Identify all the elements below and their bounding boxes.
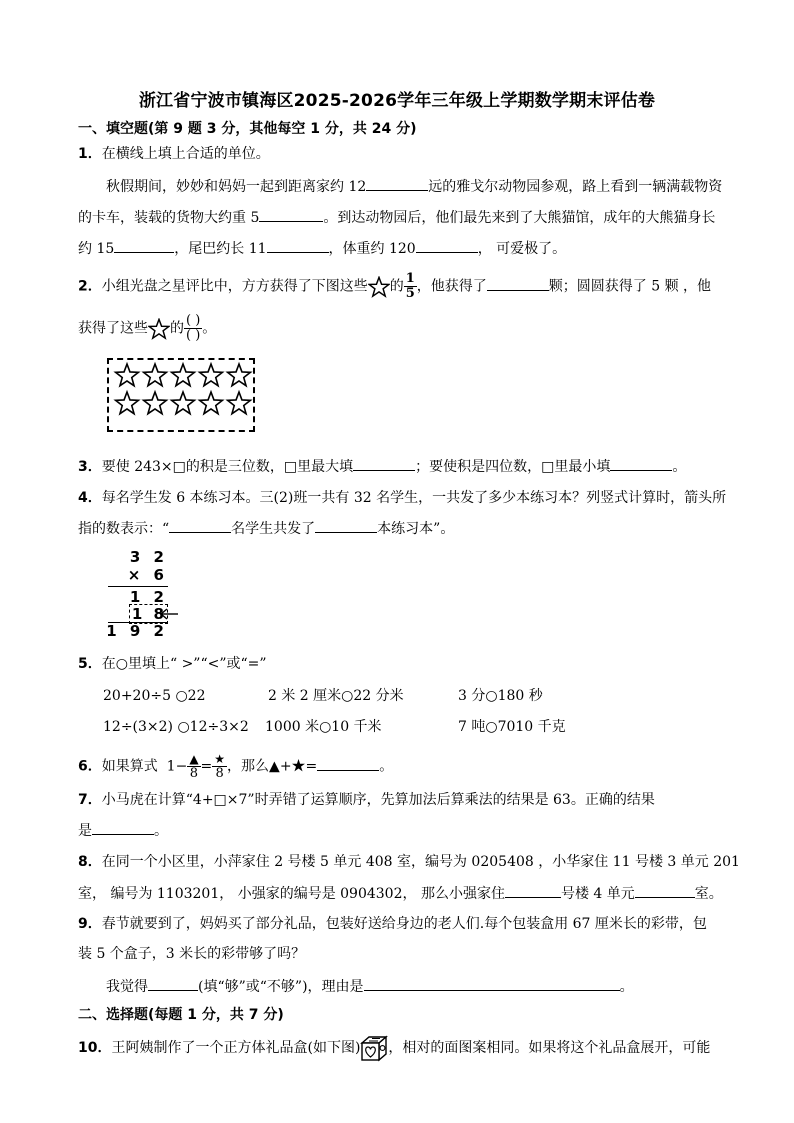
question-number: 9． xyxy=(78,916,102,932)
question-number: 8． xyxy=(78,854,102,870)
expr-operator: = xyxy=(200,758,213,775)
expr-term: 1 xyxy=(166,758,176,775)
question-number: 5． xyxy=(78,656,102,672)
text: 。 xyxy=(154,823,168,839)
arrow-left-icon xyxy=(158,608,178,620)
calc-row-multiplier: × 6 xyxy=(127,566,168,584)
fraction-numerator: ▲ xyxy=(189,752,199,766)
star-icon xyxy=(144,364,167,386)
answer-blank[interactable] xyxy=(315,518,377,533)
question-number: 4． xyxy=(78,490,102,506)
question-1-stem xyxy=(78,144,270,164)
answer-blank[interactable] xyxy=(317,756,379,771)
text: 。 xyxy=(619,979,634,995)
fraction-numerator: ★ xyxy=(214,752,226,766)
compare-item: 1000 米○10 千米 xyxy=(265,719,382,735)
compare-item: 3 分○180 秒 xyxy=(458,688,543,704)
star-icon xyxy=(228,392,251,414)
question-number: 2． xyxy=(78,278,102,295)
text: 的 xyxy=(170,320,184,337)
text: 要使 243×□的积是三位数，□里最大填 xyxy=(101,459,354,475)
text: 指的数表示：“ xyxy=(78,521,170,537)
question-2-line-1 xyxy=(78,272,711,301)
question-1-line-1 xyxy=(106,176,722,197)
answer-blank[interactable] xyxy=(114,238,174,253)
star-icon xyxy=(172,364,195,386)
text: 在同一个小区里，小萍家住 2 号楼 5 单元 408 室，编号为 0205408 ，小华家住 11 号楼 3 单元 201 xyxy=(101,854,740,870)
question-number: 7． xyxy=(78,792,102,808)
answer-blank-reason[interactable] xyxy=(364,976,620,991)
text: 约 15 xyxy=(78,241,115,257)
text: 本练习本”。 xyxy=(377,521,455,537)
text: 。 xyxy=(202,320,217,337)
text: 远的雅戈尔动物园参观，路上看到一辆满载物资 xyxy=(428,179,723,195)
compare-item: 12÷(3×2) ○12÷3×2 xyxy=(103,719,249,735)
answer-blank[interactable] xyxy=(505,883,561,898)
compare-item: 7 吨○7010 千克 xyxy=(458,719,566,735)
text: 如果算式 xyxy=(101,758,158,775)
text: 小马虎在计算“4+□×7”时弄错了运算顺序，先算加法后算乘法的结果是 63。正确的结果 xyxy=(101,792,655,808)
text: ；要使积是四位数，□里最小填 xyxy=(415,459,611,475)
text: 获得了这些 xyxy=(78,320,148,337)
text: 室。 xyxy=(694,886,723,902)
answer-blank[interactable] xyxy=(416,238,478,253)
calc-row-result: 1 9 2 xyxy=(106,622,168,640)
text: 装 5 个盒子，3 米长的彩带够了吗？ xyxy=(78,946,306,962)
answer-blank[interactable] xyxy=(366,176,428,191)
text: ，尾巴约长 11 xyxy=(174,241,267,257)
question-number: 3． xyxy=(78,459,102,475)
answer-blank[interactable] xyxy=(635,883,695,898)
question-number: 10． xyxy=(78,1040,112,1056)
question-8-line-1 xyxy=(78,852,740,872)
answer-blank[interactable] xyxy=(267,238,329,253)
text: 名学生共发了 xyxy=(231,521,316,537)
exam-title: 浙江省宁波市镇海区2025-2026学年三年级上学期数学期末评估卷 xyxy=(138,91,656,111)
answer-blank[interactable] xyxy=(259,207,323,222)
question-3 xyxy=(78,456,686,477)
text: 。到达动物园后，他们最先来到了大熊猫馆，成年的大熊猫身长 xyxy=(323,210,716,226)
fraction-triangle-over-8 xyxy=(187,752,200,781)
question-7-line-1 xyxy=(78,790,655,810)
question-8-line-2 xyxy=(78,883,723,904)
text: 颗；圆圆获得了 5 颗 ，他 xyxy=(548,278,712,295)
answer-blank[interactable] xyxy=(169,518,231,533)
star-icon xyxy=(172,392,195,414)
compare-item: 20+20÷5 ○22 xyxy=(103,688,206,704)
question-text: 在横线上填上合适的单位。 xyxy=(101,146,270,162)
text: 室， 编号为 1103201， 小强家的编号是 0904302， 那么小强家住 xyxy=(78,886,505,902)
text: 每名学生发 6 本练习本。三(2)班一共有 32 名学生，一共发了多少本练习本？列竖式计算时，箭头所 xyxy=(101,490,727,506)
answer-blank[interactable] xyxy=(353,456,415,471)
section-fill-blank-heading: 一、填空题(第 9 题 3 分，其他每空 1 分，共 24 分) xyxy=(78,121,417,137)
fraction-blank[interactable] xyxy=(184,314,202,343)
answer-blank[interactable] xyxy=(487,276,549,291)
question-1-line-3 xyxy=(78,238,566,259)
gift-box-cube-icon xyxy=(360,1034,388,1062)
star-icon xyxy=(148,318,170,340)
calc-line xyxy=(108,586,168,587)
fraction-numerator-blank: ( ) xyxy=(186,313,201,328)
star-icon xyxy=(200,364,223,386)
question-number: 6． xyxy=(78,758,102,775)
question-4-line-2 xyxy=(78,518,454,539)
question-6 xyxy=(78,752,393,781)
star-icon xyxy=(144,392,167,414)
fraction-denominator: 8 xyxy=(215,766,224,781)
vertical-multiplication xyxy=(106,548,176,640)
text: 我觉得 xyxy=(106,979,148,995)
answer-blank[interactable] xyxy=(148,976,198,991)
text: (填“够”或“不够”)，理由是 xyxy=(198,979,364,995)
text: 春节就要到了，妈妈买了部分礼品，包装好送给身边的老人们.每个包装盒用 67 厘米长的彩带，包 xyxy=(101,916,707,932)
text: 的卡车，装载的货物大约重 5 xyxy=(78,210,260,226)
answer-blank[interactable] xyxy=(92,820,154,835)
star-icon xyxy=(368,276,390,298)
text: 。 xyxy=(379,758,394,775)
text: 王阿姨制作了一个正方体礼品盒(如下图) xyxy=(111,1040,361,1056)
question-7-line-2 xyxy=(78,820,168,841)
text: 。 xyxy=(672,459,687,475)
compare-item: 2 米 2 厘米○22 分米 xyxy=(268,688,404,704)
text: 是 xyxy=(78,823,92,839)
question-5-stem xyxy=(78,654,267,674)
calc-row-partial-1: 1 2 xyxy=(129,588,168,606)
text: ，相对的面图案相同。如果将这个礼品盒展开，可能 xyxy=(388,1040,711,1056)
star-icon xyxy=(116,364,139,386)
section-multiple-choice-heading: 二、选择题(每题 1 分，共 7 分) xyxy=(78,1007,284,1023)
text: ，那么▲+★= xyxy=(227,758,318,775)
text: 号楼 4 单元 xyxy=(560,886,635,902)
question-2-line-2 xyxy=(78,314,216,343)
text: 小组光盘之星评比中，方方获得了下图这些 xyxy=(101,278,368,295)
question-9-line-3 xyxy=(106,976,634,997)
calc-row-multiplicand: 3 2 xyxy=(129,548,168,566)
question-9-line-1 xyxy=(78,914,707,934)
question-9-line-2 xyxy=(78,944,305,964)
fraction-denominator-blank: ( ) xyxy=(186,328,201,343)
question-4-line-1 xyxy=(78,488,726,508)
question-number: 1． xyxy=(78,146,102,162)
fraction-denominator: 8 xyxy=(189,766,199,781)
expr-operator: − xyxy=(175,758,188,775)
text: ， 可爱极了。 xyxy=(477,241,567,257)
question-1-line-2 xyxy=(78,207,715,228)
star-grid xyxy=(109,360,253,430)
text: 在○里填上“ >”“<”或“=” xyxy=(101,656,267,672)
fraction-numerator: 1 xyxy=(405,271,415,286)
answer-blank[interactable] xyxy=(610,456,672,471)
star-icon xyxy=(116,392,139,414)
star-group-figure xyxy=(107,358,255,432)
text: ，体重约 120 xyxy=(328,241,416,257)
calc-row-partial-2-highlighted: 1 8 xyxy=(129,604,168,624)
fraction-star-over-8 xyxy=(212,752,227,781)
star-icon xyxy=(200,392,223,414)
fraction-denominator: 5 xyxy=(405,286,415,301)
text: ，他获得了 xyxy=(416,278,487,295)
fraction-one-fifth xyxy=(404,272,417,301)
star-icon xyxy=(228,364,251,386)
text: 的 xyxy=(389,278,404,295)
question-10 xyxy=(78,1034,710,1062)
text: 秋假期间，妙妙和妈妈一起到距离家约 12 xyxy=(106,179,367,195)
